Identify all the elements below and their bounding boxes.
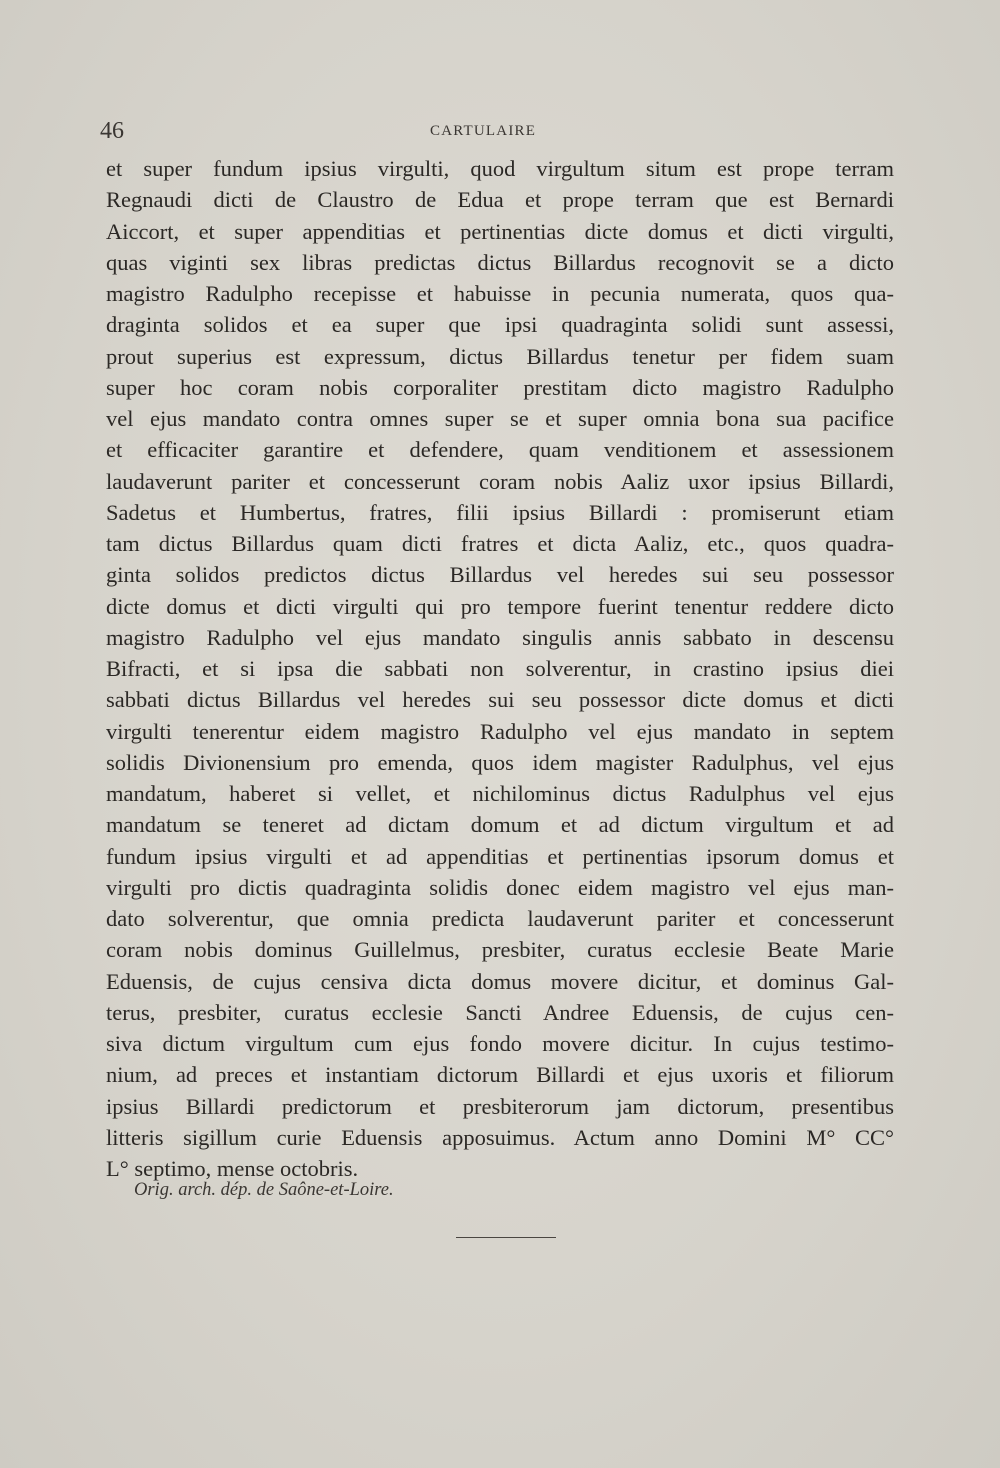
running-head [100,118,895,148]
text-line: nium, ad preces et instantiam dictorum Billardi et ejus uxoris et filiorum [106,1062,894,1088]
text-line: virgulti tenerentur eidem magistro Radulpho vel ejus mandato in septem [106,718,894,744]
text-line: sabbati dictus Billardus vel heredes sui seu possessor dicte domus et dicti [106,687,894,713]
text-line: quas viginti sex libras predictas dictus Billardus recognovit se a dicto [106,249,894,275]
text-line: siva dictum virgultum cum ejus fondo movere dicitur. In cujus testimo- [106,1031,894,1056]
text-line: et super fundum ipsius virgulti, quod virgultum situm est prope terram [106,156,894,181]
text-line: vel ejus mandato contra omnes super se et super omnia bona sua pacifice [106,406,894,431]
text-line: magistro Radulpho vel ejus mandato singulis annis sabbato in descensu [106,624,894,650]
header-title: CARTULAIRE [430,123,537,139]
text-line: Regnaudi dicti de Claustro de Edua et prope terram que est Bernardi [106,187,894,213]
text-line: dicte domus et dicti virgulti qui pro tempore fuerint tenentur reddere dicto [106,593,894,619]
text-line: terus, presbiter, curatus ecclesie Sancti Andree Eduensis, de cujus cen- [106,999,894,1025]
text-line: Eduensis, de cujus censiva dicta domus movere dicitur, et dominus Gal- [106,968,894,994]
text-line: ipsius Billardi predictorum et presbiterorum jam dictorum, presentibus [106,1093,894,1119]
text-line: magistro Radulpho recepisse et habuisse in pecunia numerata, quos qua- [106,281,894,306]
source-note: Orig. arch. dép. de Saône-et-Loire. [134,1180,394,1200]
text-line: litteris sigillum curie Eduensis apposuimus. Actum anno Domini M° CC° [106,1124,894,1150]
end-rule [456,1237,556,1238]
text-line: Aiccort, et super appenditias et pertinentias dicte domus et dicti virgulti, [106,218,894,244]
text-line: tam dictus Billardus quam dicti fratres et dicta Aaliz, etc., quos quadra- [106,531,894,556]
page-number: 46 [100,118,124,144]
text-line: ginta solidos predictos dictus Billardus vel heredes sui seu possessor [106,562,894,588]
text-line: solidis Divionensium pro emenda, quos idem magister Radulphus, vel ejus [106,749,894,775]
text-line: L° septimo, mense octobris. [106,1156,359,1181]
text-line: mandatum se teneret ad dictam domum et ad dictum virgultum et ad [106,812,894,838]
text-line: virgulti pro dictis quadraginta solidis donec eidem magistro vel ejus man- [106,874,894,900]
text-line: dato solverentur, que omnia predicta laudaverunt pariter et concesserunt [106,906,894,931]
text-line: super hoc coram nobis corporaliter prestitam dicto magistro Radulpho [106,374,894,400]
text-line: mandatum, haberet si vellet, et nichilominus dictus Radulphus vel ejus [106,781,894,806]
text-line: coram nobis dominus Guillelmus, presbiter, curatus ecclesie Beate Marie [106,937,894,963]
text-line: et efficaciter garantire et defendere, quam venditionem et assessionem [106,437,894,463]
text-line: Bifracti, et si ipsa die sabbati non solverentur, in crastino ipsius diei [106,656,894,681]
text-line: draginta solidos et ea super que ipsi quadraginta solidi sunt assessi, [106,312,894,338]
text-line: laudaverunt pariter et concesserunt coram nobis Aaliz uxor ipsius Billardi, [106,468,894,494]
text-line: Sadetus et Humbertus, fratres, filii ipsius Billardi : promiserunt etiam [106,499,894,525]
charter-text [106,153,894,1184]
text-line: prout superius est expressum, dictus Billardus tenetur per fidem suam [106,343,894,369]
text-line: fundum ipsius virgulti et ad appenditias et pertinentias ipsorum domus et [106,843,894,869]
